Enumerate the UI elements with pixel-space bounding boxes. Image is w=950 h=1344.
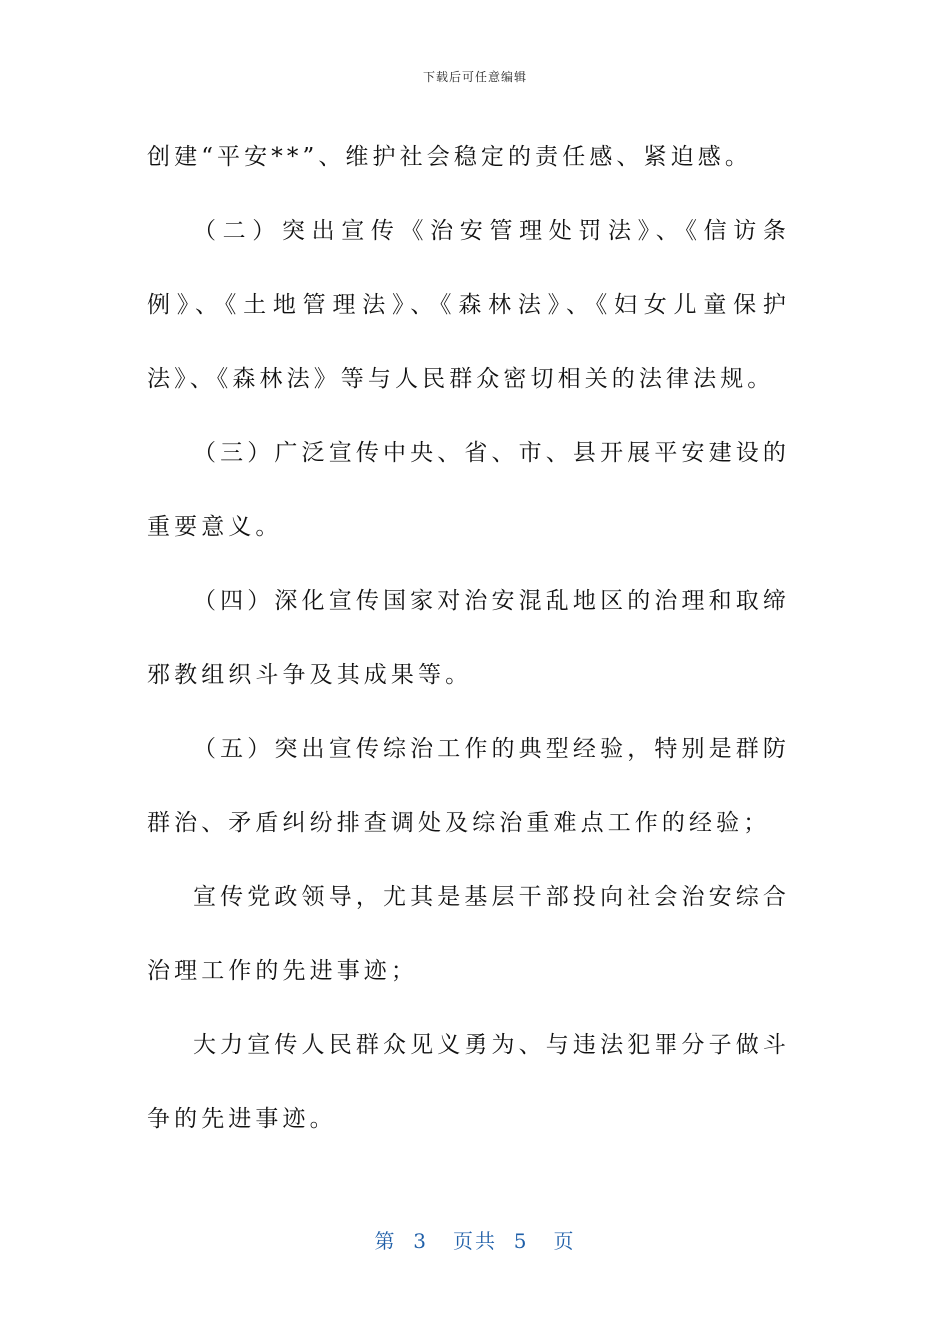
page-header: 下载后可任意编辑 <box>422 70 527 84</box>
footer-total-pages: 5 <box>513 1229 529 1253</box>
paragraph-4: （四）深化宣传国家对治安混乱地区的治理和取缔邪教组织斗争及其成果等。 <box>147 588 790 688</box>
footer-page-suffix: 页 <box>553 1229 576 1253</box>
paragraph-6: 宣传党政领导，尤其是基层干部投向社会治安综合治理工作的先进事迹； <box>147 884 790 984</box>
document-body <box>147 120 790 1156</box>
paragraph-1: 创建“平安**”、维护社会稳定的责任感、紧迫感。 <box>147 144 752 170</box>
paragraph-2: （二）突出宣传《治安管理处罚法》、《信访条例》、《土地管理法》、《森林法》、《妇女儿童保护法》、《森林法》等与人民群众密切相关的法律法规。 <box>147 218 790 392</box>
footer-page-mid: 页共 <box>453 1229 497 1253</box>
paragraph-3: （三）广泛宣传中央、省、市、县开展平安建设的重要意义。 <box>147 440 790 540</box>
footer-current-page: 3 <box>413 1229 428 1253</box>
paragraph-5: （五）突出宣传综治工作的典型经验，特别是群防群治、矛盾纠纷排查调处及综治重难点工作的经验； <box>147 736 790 836</box>
page-footer <box>0 1225 950 1254</box>
paragraph-7: 大力宣传人民群众见义勇为、与违法犯罪分子做斗争的先进事迹。 <box>147 1032 790 1132</box>
footer-page-prefix: 第 <box>374 1229 397 1253</box>
